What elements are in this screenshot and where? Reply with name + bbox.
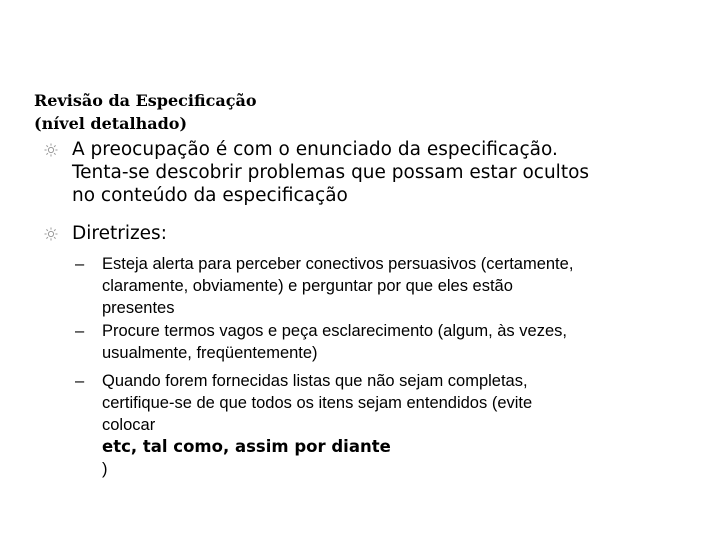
- dash-marker: –: [75, 255, 85, 273]
- dash-marker: –: [75, 372, 85, 390]
- sub-bullet-text: [102, 320, 692, 364]
- title-line: (nível detalhado): [34, 114, 188, 133]
- text-run: ): [102, 460, 108, 478]
- sub-bullet-line: Esteja alerta para perceber conectivos persuasivos (certamente,: [102, 255, 574, 273]
- bullet-line: A preocupação é com o enunciado da especificação.: [72, 139, 558, 160]
- sub-bullet-line: presentes: [102, 299, 175, 317]
- bullet-line: Diretrizes:: [72, 223, 167, 244]
- sub-bullet-line: certifique-se de que todos os itens sejam entendidos (evite: [102, 394, 533, 412]
- bold-text-run: etc, tal como, assim por diante: [102, 437, 391, 456]
- bullet-line: Tenta-se descobrir problemas que possam estar ocultos: [72, 162, 590, 183]
- title-line: Revisão da Especificação: [34, 91, 257, 110]
- sub-bullet-line: usualmente, freqüentemente): [102, 344, 318, 362]
- sub-bullet-line: [102, 414, 692, 480]
- sub-bullet-line: claramente, obviamente) e perguntar por que eles estão: [102, 277, 513, 295]
- sun-bullet-icon: [44, 227, 58, 241]
- text-run: colocar: [102, 416, 156, 434]
- bullet-line: no conteúdo da especificação: [72, 185, 348, 206]
- sub-bullet-text: [102, 253, 692, 319]
- sun-bullet-icon: [44, 143, 58, 157]
- bullet-text: [72, 222, 672, 245]
- sub-bullet-line: Procure termos vagos e peça esclarecimento (algum, às vezes,: [102, 322, 567, 340]
- bullet-text: [72, 138, 672, 207]
- sub-bullet-line: Quando forem fornecidas listas que não sejam completas,: [102, 372, 528, 390]
- sub-bullet-text: [102, 370, 692, 480]
- dash-marker: –: [75, 322, 85, 340]
- slide-title: [34, 89, 434, 135]
